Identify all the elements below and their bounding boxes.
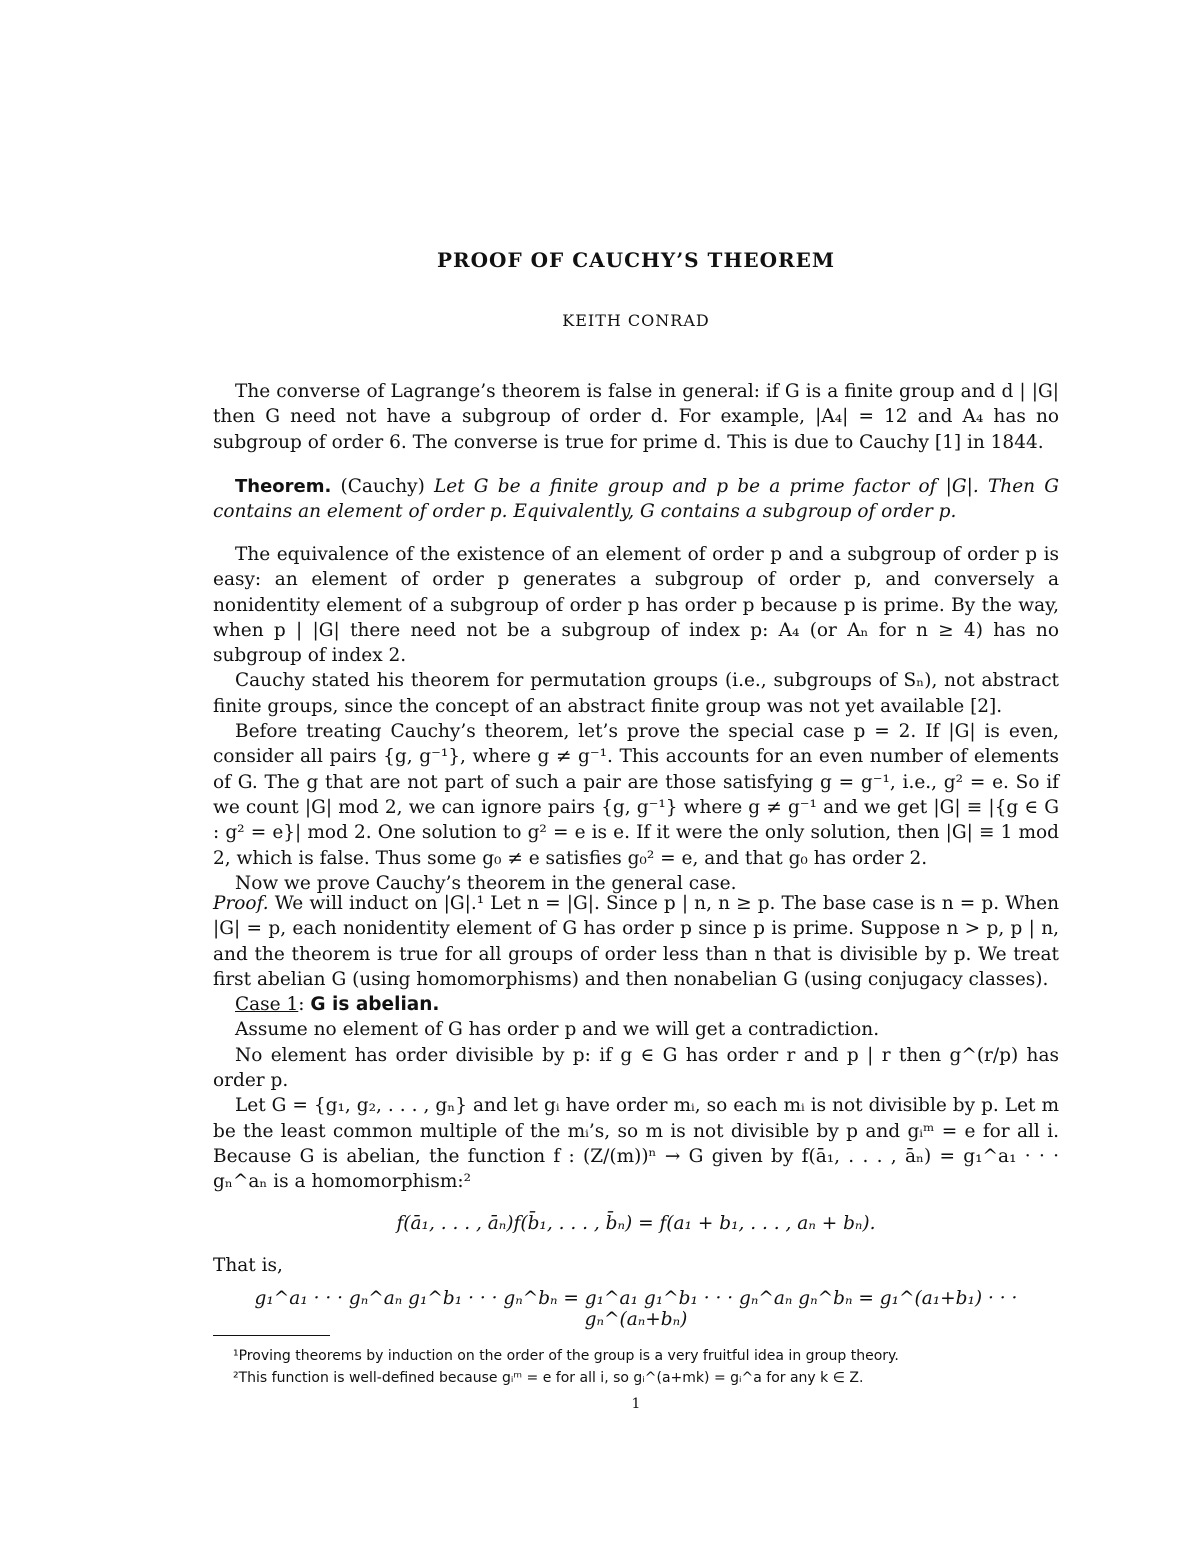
paper-title: PROOF OF CAUCHY’S THEOREM — [436, 248, 836, 272]
author-name: KEITH CONRAD — [562, 311, 710, 330]
display-equation-1: f(ā₁, . . . , āₙ)f(b̄₁, . . . , b̄ₙ) = f(a₁ + b₁, . . . , aₙ + bₙ). — [396, 1213, 876, 1234]
footnote-rule — [213, 1335, 330, 1336]
footnote-1: ¹Proving theorems by induction on the order of the group is a very fruitful idea in group theory. — [233, 1348, 899, 1364]
display-equation-2: g₁^a₁ · · · gₙ^aₙ g₁^b₁ · · · gₙ^bₙ = g₁^a₁ g₁^b₁ · · · gₙ^aₙ gₙ^bₙ = g₁^(a₁+b₁) · · · gₙ^(aₙ+bₙ) — [254, 1288, 1018, 1330]
proof-text: We will induct on |G|.¹ Let n = |G|. Since p | n, n ≥ p. The base case is n = p. When |G| = p, each nonidentity element of G has order p since p is prime. Suppose n > p, p | n, and the theorem is true for all groups of order less than n that is divisible by p. We treat first abelian G (using homomorphisms) and then nonabelian G (using conjugacy classes). — [213, 893, 1059, 990]
paragraph-special-case: Before treating Cauchy’s theorem, let’s prove the special case p = 2. If |G| is even, consider all pairs {g, g⁻¹}, where g ≠ g⁻¹. This accounts for an even number of elements of G. The g that are not part of such a pair are those satisfying g = g⁻¹, i.e., g² = e. So if we count |G| mod 2, we can ignore pairs {g, g⁻¹} where g ≠ g⁻¹ and we get |G| ≡ |{g ∈ G : g² = e}| mod 2. One solution to g² = e is e. If it were the only solution, then |G| ≡ 1 mod 2, which is false. Thus some g₀ ≠ e satisfies g₀² = e, and that g₀ has order 2. — [213, 721, 1059, 869]
case-title: G is abelian. — [310, 994, 440, 1016]
case-label: Case 1 — [235, 994, 299, 1016]
theorem-head: Theorem. — [235, 476, 332, 497]
theorem-statement: Let G be a finite group and p be a prime factor of |G|. Then G contains an element of order p. Equivalently, G contains a subgroup of order p. — [213, 476, 1059, 523]
proof-head: Proof. — [213, 893, 269, 914]
proof-line-homomorphism: Let G = {g₁, g₂, . . . , gₙ} and let gᵢ have order mᵢ, so each mᵢ is not divisible by p. Let m be the least common multiple of the mᵢ’s, so m is not divisible by p and gᵢᵐ = e for all i. Because G is abelian, the function f : (Z/(m))ⁿ → G given by f(ā₁, . . . , āₙ) = g₁^a₁ · · · gₙ^aₙ is a homomorphism:² — [213, 1095, 1059, 1193]
paragraph-permutation-groups: Cauchy stated his theorem for permutation groups (i.e., subgroups of Sₙ), not abstract finite groups, since the concept of an abstract finite group was not yet available [2]. — [213, 670, 1059, 717]
paragraph-general-case: Now we prove Cauchy’s theorem in the general case. — [235, 872, 737, 894]
body-paragraphs — [213, 542, 1059, 896]
that-is-label: That is, — [213, 1255, 283, 1276]
proof-line-no-element: No element has order divisible by p: if g ∈ G has order r and p | r then g^(r/p) has order p. — [213, 1044, 1059, 1092]
intro-paragraph: The converse of Lagrange’s theorem is false in general: if G is a finite group and d | |G| then G need not have a subgroup of order d. For example, |A₄| = 12 and A₄ has no subgroup of order 6. The converse is true for prime d. This is due to Cauchy [1] in 1844. — [213, 381, 1059, 453]
proof-line-assume: Assume no element of G has order p and we will get a contradiction. — [235, 1019, 880, 1041]
theorem-attribution: (Cauchy) — [340, 476, 425, 497]
footnote-2: ²This function is well-defined because gᵢᵐ = e for all i, so gᵢ^(a+mk) = gᵢ^a for any k ∈ Z. — [233, 1370, 864, 1386]
theorem-block — [213, 474, 1059, 525]
page-number: 1 — [631, 1396, 641, 1412]
paragraph-equivalence: The equivalence of the existence of an element of order p and a subgroup of order p is easy: an element of order p generates a subgroup of order p, and conversely a nonidentity element of a subgroup of order p has order p because p is prime. By the way, when p | |G| there need not be a subgroup of index p: A₄ (or Aₙ for n ≥ 4) has no subgroup of index 2. — [213, 544, 1059, 667]
proof-block: Proof. We will induct on |G|.¹ Let n = |G|. Since p | n, n ≥ p. The base case is n = p. When |G| = p, each nonidentity element of G has order p since p is prime. Suppose n > p, p | n, and the theorem is true for all groups of order less than n that is divisible by p. We treat first abelian G (using homomorphisms) and then nonabelian G (using conjugacy classes). Case 1: G is abelian. Assume no element of G has order p and we will get a contradiction. No element has order divisible by p: if g ∈ G has order r and p | r then g^(r/p) has order p. Let G = {g₁, g₂, . . . , gₙ} and let gᵢ have order mᵢ, so each mᵢ is not divisible by p. Let m be the least common multiple of the mᵢ’s, so m is not divisible by p and gᵢᵐ = e for all i. Because G is abelian, the function f : (Z/(m))ⁿ → G given by f(ā₁, . . . , āₙ) = g₁^a₁ · · · gₙ^aₙ is a homomorphism:² — [213, 891, 1059, 1195]
